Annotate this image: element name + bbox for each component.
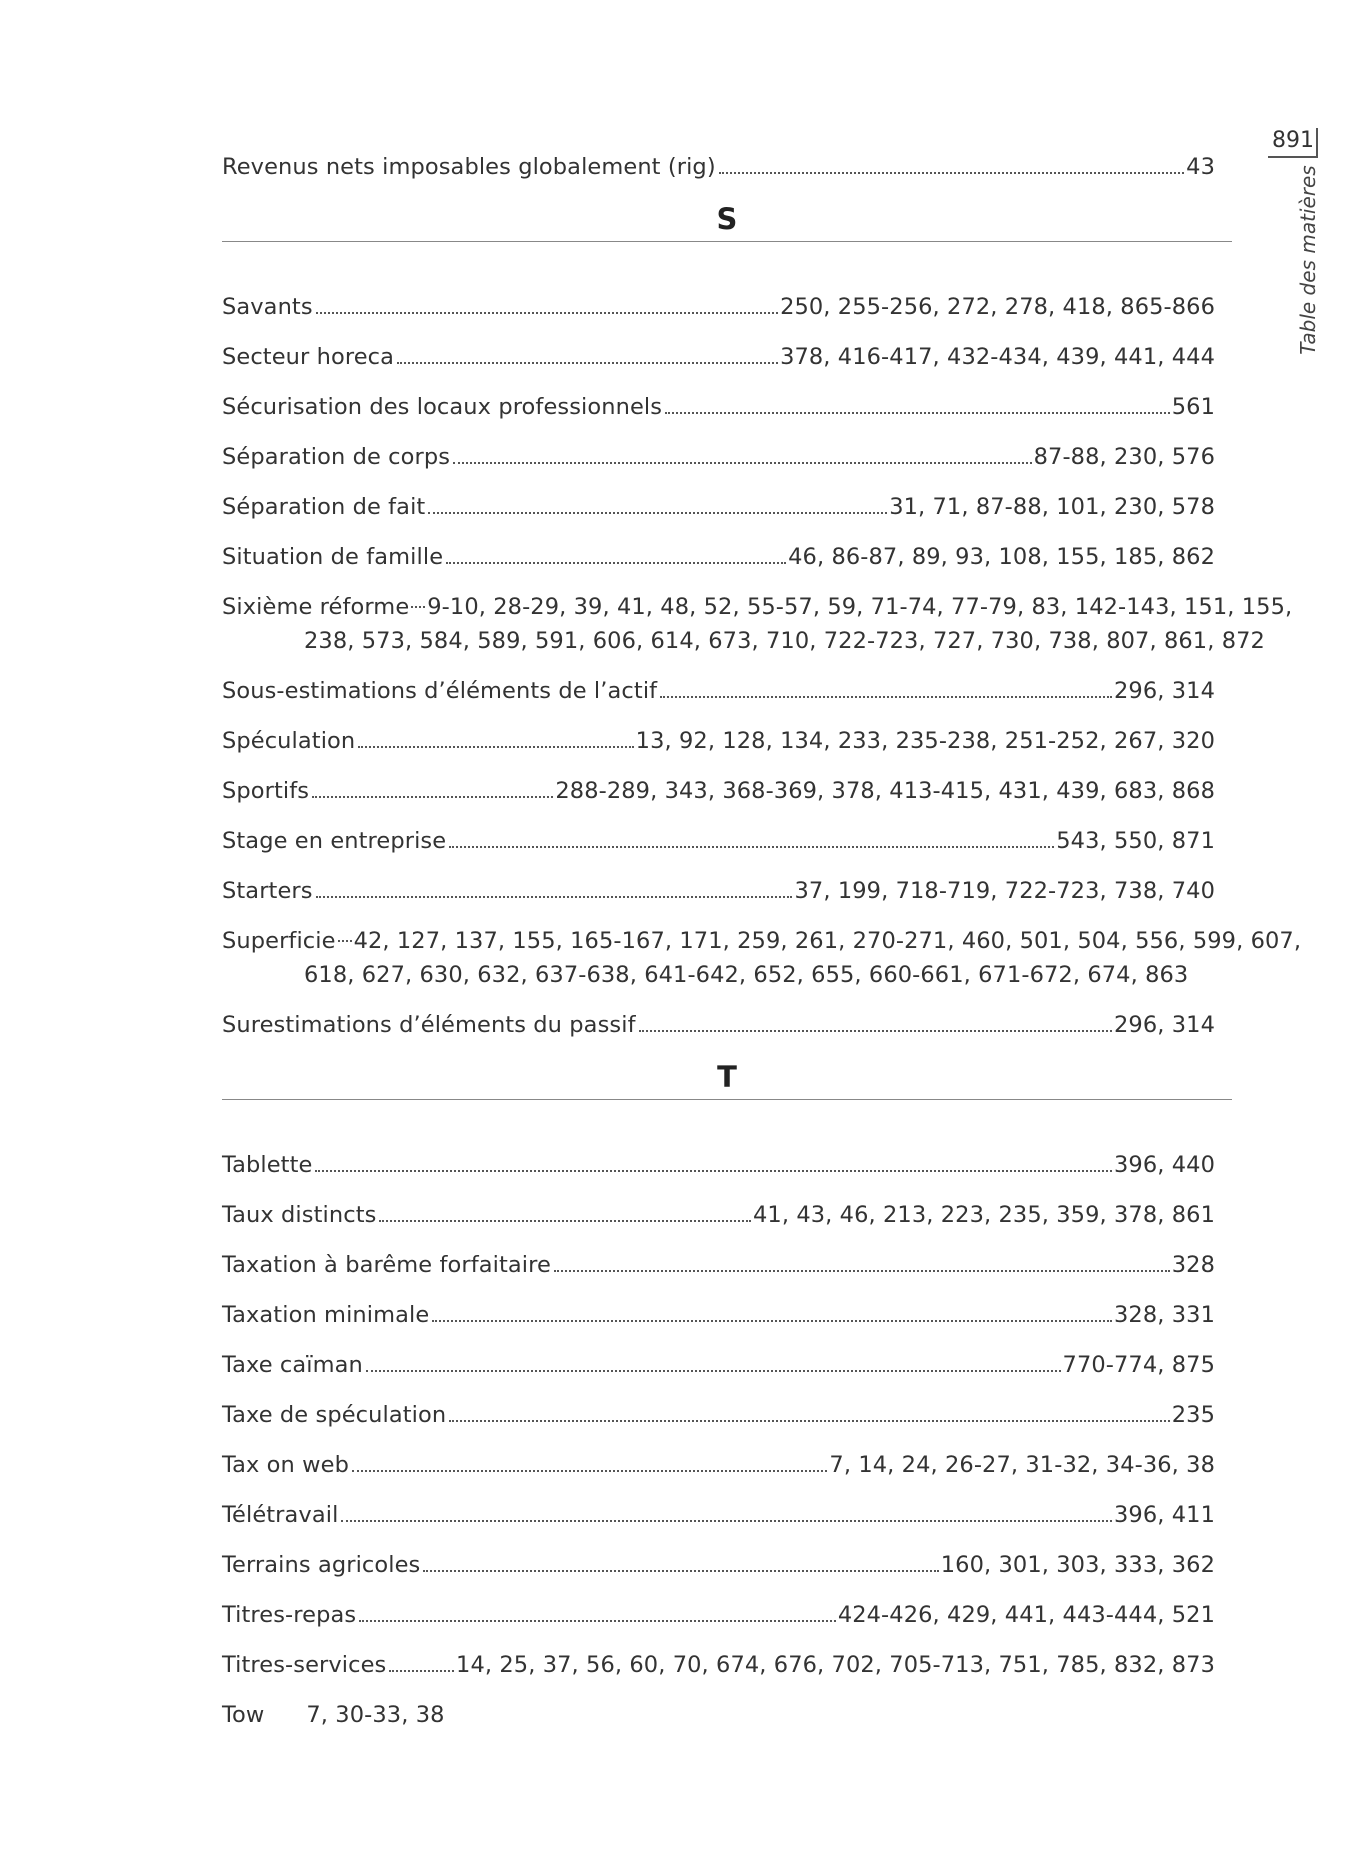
- index-entry: [222, 340, 1215, 374]
- index-entry: [222, 490, 1215, 524]
- index-pages: 37, 199, 718-719, 722-723, 738, 740: [794, 878, 1215, 904]
- dot-leader: [432, 1319, 1112, 1322]
- index-term: Revenus nets imposables globalement (rig): [222, 154, 716, 180]
- dot-leader: [446, 561, 786, 564]
- index-term: Sportifs: [222, 778, 310, 804]
- index-pages: 9-10, 28-29, 39, 41, 48, 52, 55-57, 59, 71-74, 77-79, 83, 142-143, 151, 155, 238, 573, 584, 589, 591, 606, 614, 673, 710, 722-723, 727, 730, 738, 807, 861, 872: [304, 594, 1293, 654]
- dot-leader: [316, 895, 793, 898]
- dot-leader: [449, 1419, 1170, 1422]
- index-entry: [222, 290, 1215, 324]
- dot-leader: [312, 795, 553, 798]
- index-pages: 7, 14, 24, 26-27, 31-32, 34-36, 38: [829, 1452, 1215, 1478]
- index-term: Taxation à barême forfaitaire: [222, 1252, 551, 1278]
- index-term: Télétravail: [222, 1502, 339, 1528]
- index-entry: [222, 1498, 1215, 1532]
- dot-leader: [366, 1369, 1061, 1372]
- dot-leader: [665, 411, 1170, 414]
- index-entry: [222, 874, 1215, 908]
- index-term: Tablette: [222, 1152, 313, 1178]
- index-term: Stage en entreprise: [222, 828, 447, 854]
- index-entry: [222, 1698, 1215, 1732]
- index-term: Titres-repas: [222, 1602, 357, 1628]
- index-term: Tax on web: [222, 1452, 349, 1478]
- index-pages: 160, 301, 303, 333, 362: [940, 1552, 1215, 1578]
- index-pages: 770-774, 875: [1062, 1352, 1215, 1378]
- index-entry: [222, 590, 1314, 658]
- index-pages: 13, 92, 128, 134, 233, 235-238, 251-252, 267, 320: [635, 728, 1215, 754]
- index-entry: [222, 1298, 1215, 1332]
- index-pages: 31, 71, 87-88, 101, 230, 578: [889, 494, 1215, 520]
- page-number: 891: [1268, 128, 1318, 158]
- index-entry: [222, 150, 1215, 184]
- index-pages: 288-289, 343, 368-369, 378, 413-415, 431, 439, 683, 868: [555, 778, 1215, 804]
- index-pages: 296, 314: [1114, 678, 1215, 704]
- index-term: Starters: [222, 878, 313, 904]
- dot-leader: [352, 1469, 827, 1472]
- index-term: Taxe caïman: [222, 1352, 363, 1378]
- index-entry: [222, 1198, 1215, 1232]
- dot-leader: [428, 511, 887, 514]
- dot-leader: [338, 940, 352, 942]
- dot-leader: [639, 1029, 1112, 1032]
- dot-leader: [449, 845, 1054, 848]
- index-pages: 46, 86-87, 89, 93, 108, 155, 185, 862: [788, 544, 1215, 570]
- index-pages: 7, 30-33, 38: [306, 1702, 445, 1728]
- index-term: Superficie: [222, 928, 336, 954]
- index-entry: [222, 674, 1215, 708]
- index-entry: [222, 1598, 1215, 1632]
- dot-leader: [453, 461, 1032, 464]
- index-pages: 328, 331: [1114, 1302, 1215, 1328]
- index-term: Taxe de spéculation: [222, 1402, 447, 1428]
- index-term: Terrains agricoles: [222, 1552, 421, 1578]
- index-pages: 87-88, 230, 576: [1033, 444, 1215, 470]
- dot-leader: [719, 171, 1184, 174]
- index-pages: 41, 43, 46, 213, 223, 235, 359, 378, 861: [753, 1202, 1215, 1228]
- section-letter: T: [717, 1060, 737, 1094]
- index-term: Situation de famille: [222, 544, 444, 570]
- dot-leader: [389, 1669, 454, 1672]
- index-pages: 424-426, 429, 441, 443-444, 521: [837, 1602, 1215, 1628]
- index-entry: [222, 1148, 1215, 1182]
- index-entry: [222, 1348, 1215, 1382]
- section-letter: S: [716, 202, 738, 236]
- dot-leader: [411, 606, 425, 608]
- index-content: [222, 150, 1302, 1748]
- index-term: Séparation de fait: [222, 494, 426, 520]
- running-title: Table des matières: [1296, 165, 1320, 355]
- dot-leader: [341, 1519, 1112, 1522]
- index-pages: 42, 127, 137, 155, 165-167, 171, 259, 261, 270-271, 460, 501, 504, 556, 599, 607, 618, 627, 630, 632, 637-638, 641-642, 652, 655, 660-661, 671-672, 674, 863: [304, 928, 1302, 988]
- index-pages: 543, 550, 871: [1056, 828, 1215, 854]
- index-term: Taux distincts: [222, 1202, 377, 1228]
- index-term: Taxation minimale: [222, 1302, 430, 1328]
- index-term: Sous-estimations d’éléments de l’actif: [222, 678, 658, 704]
- header-rule: [1316, 128, 1318, 158]
- index-entry: [222, 724, 1215, 758]
- index-term: Sixième réforme: [222, 594, 410, 620]
- index-entry: [222, 1548, 1215, 1582]
- dot-leader: [554, 1269, 1170, 1272]
- index-entry: [222, 1448, 1215, 1482]
- index-term: Secteur horeca: [222, 344, 395, 370]
- dot-leader: [359, 1619, 836, 1622]
- index-entry: [222, 1248, 1215, 1282]
- index-entry: [222, 1008, 1215, 1042]
- index-term: Spéculation: [222, 728, 356, 754]
- section-rule: [222, 241, 1232, 242]
- index-term: Savants: [222, 294, 313, 320]
- index-pages: 396, 440: [1114, 1152, 1215, 1178]
- index-term: Surestimations d’éléments du passif: [222, 1012, 636, 1038]
- section-rule: [222, 1099, 1232, 1100]
- section-heading: [222, 200, 1232, 242]
- section-heading: [222, 1058, 1232, 1100]
- index-pages: 250, 255-256, 272, 278, 418, 865-866: [780, 294, 1215, 320]
- index-term: Titres-services: [222, 1652, 387, 1678]
- index-pages: 296, 314: [1114, 1012, 1215, 1038]
- index-pages: 396, 411: [1114, 1502, 1215, 1528]
- index-term: Tow: [222, 1702, 265, 1728]
- index-pages: 378, 416-417, 432-434, 439, 441, 444: [780, 344, 1215, 370]
- dot-leader: [358, 745, 633, 748]
- index-term: Sécurisation des locaux professionnels: [222, 394, 663, 420]
- index-entry: [222, 924, 1314, 992]
- index-pages: 328: [1171, 1252, 1215, 1278]
- index-pages: 14, 25, 37, 56, 60, 70, 674, 676, 702, 705-713, 751, 785, 832, 873: [456, 1652, 1215, 1678]
- index-entry: [222, 824, 1215, 858]
- index-pages: 235: [1171, 1402, 1215, 1428]
- dot-leader: [397, 361, 778, 364]
- index-entry: [222, 440, 1215, 474]
- index-entry: [222, 540, 1215, 574]
- dot-leader: [316, 311, 778, 314]
- dot-leader: [423, 1569, 938, 1572]
- dot-leader: [315, 1169, 1112, 1172]
- index-pages: 43: [1186, 154, 1215, 180]
- index-entry: [222, 390, 1215, 424]
- index-entry: [222, 1398, 1215, 1432]
- index-pages: 561: [1171, 394, 1215, 420]
- index-entry: [222, 774, 1215, 808]
- index-entry: [222, 1648, 1215, 1682]
- dot-leader: [379, 1219, 751, 1222]
- dot-leader: [660, 695, 1112, 698]
- index-term: Séparation de corps: [222, 444, 451, 470]
